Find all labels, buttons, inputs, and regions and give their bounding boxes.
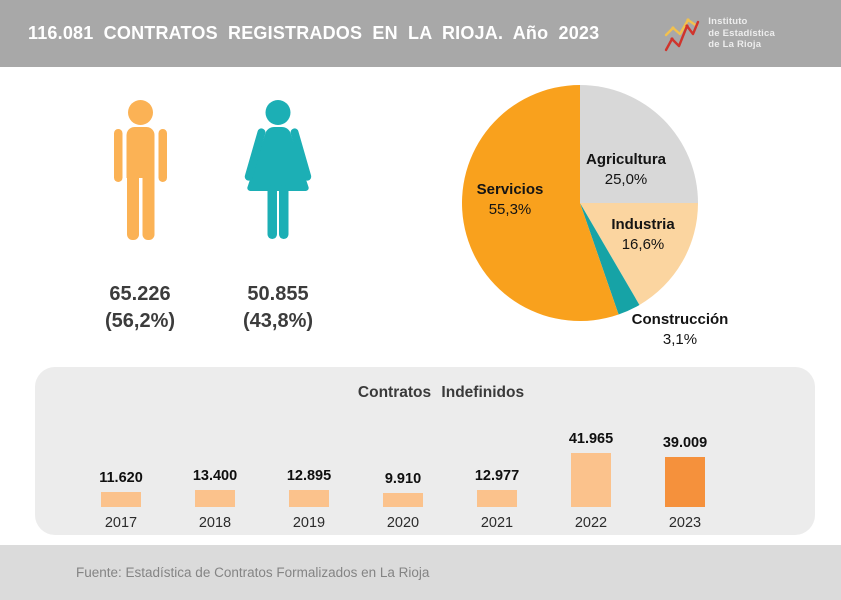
bar-year-label-2022: 2022: [574, 515, 608, 531]
bar-year-label-2021: 2021: [480, 515, 514, 531]
logo-text-line2: de Estadística: [708, 27, 775, 39]
logo-text-line1: Instituto: [708, 16, 748, 28]
bar-column-2020: [356, 383, 450, 533]
pie-label-servicios: [477, 180, 544, 220]
bar-2021: [477, 490, 517, 507]
pie-label-industria-name: Industria: [611, 216, 675, 233]
male-count-value: 65.226: [109, 283, 171, 305]
pie-label-construccion-percent: 3,1%: [662, 331, 698, 348]
indefinite-contracts-panel: [35, 367, 815, 535]
bar-value-label-2020: 9.910: [384, 471, 422, 487]
source-note: Fuente: Estadística de Contratos Formalizados en La Rioja: [76, 565, 430, 580]
pie-label-agricultura: [586, 150, 666, 190]
bar-column-2018: [168, 383, 262, 533]
bar-2019: [289, 490, 329, 507]
bar-value-label-2019: 12.895: [286, 468, 332, 484]
bar-2018: [195, 490, 235, 507]
male-count-percent: (56,2%): [104, 310, 176, 332]
bar-2017: [101, 492, 141, 507]
bar-chart-title: Contratos Indefinidos: [357, 384, 525, 401]
pie-label-servicios-name: Servicios: [476, 181, 544, 198]
bar-year-label-2017: 2017: [104, 515, 138, 531]
logo: [664, 14, 775, 54]
line-chart-icon: [664, 14, 700, 54]
bar-2020: [383, 493, 423, 507]
header: [0, 0, 841, 67]
female-count: [223, 281, 333, 335]
bar-column-2022: [544, 383, 638, 533]
bar-column-2023: [638, 383, 732, 533]
male-count: [85, 281, 195, 335]
bar-value-label-2021: 12.977: [474, 468, 520, 484]
logo-text-line3: de La Rioja: [708, 39, 762, 51]
bar-2023: [665, 457, 705, 507]
bar-value-label-2018: 13.400: [192, 468, 238, 484]
pie-label-industria: [611, 215, 674, 255]
bar-chart: [74, 383, 732, 533]
female-stat-block: [223, 100, 333, 335]
bar-value-label-2023: 39.009: [662, 435, 708, 451]
bar-column-2021: [450, 383, 544, 533]
bar-value-label-2017: 11.620: [99, 470, 143, 486]
pie-label-servicios-percent: 55,3%: [488, 201, 532, 218]
logo-text: [708, 16, 775, 51]
female-count-percent: (43,8%): [242, 310, 314, 332]
pie-label-industria-percent: 16,6%: [621, 236, 665, 253]
pie-label-agricultura-percent: 25,0%: [604, 171, 648, 188]
footer: [0, 545, 841, 600]
female-count-value: 50.855: [247, 283, 309, 305]
bar-column-2019: [262, 383, 356, 533]
bar-2022: [571, 453, 611, 507]
bar-year-label-2023: 2023: [668, 515, 702, 531]
bar-value-label-2022: 41.965: [568, 431, 614, 447]
male-stat-block: [85, 100, 195, 335]
main-content: [0, 67, 841, 545]
bar-year-label-2019: 2019: [292, 515, 326, 531]
female-pictogram-icon: [243, 100, 313, 240]
pie-label-agricultura-name: Agricultura: [585, 151, 667, 168]
bar-year-label-2020: 2020: [386, 515, 420, 531]
bar-column-2017: [74, 383, 168, 533]
pie-label-construccion-name: Construcción: [631, 311, 729, 328]
page-title: 116.081 CONTRATOS REGISTRADOS EN LA RIOJA. Año 2023: [28, 23, 600, 43]
bar-year-label-2018: 2018: [198, 515, 232, 531]
male-pictogram-icon: [113, 100, 168, 240]
pie-label-construccion: [632, 310, 729, 350]
